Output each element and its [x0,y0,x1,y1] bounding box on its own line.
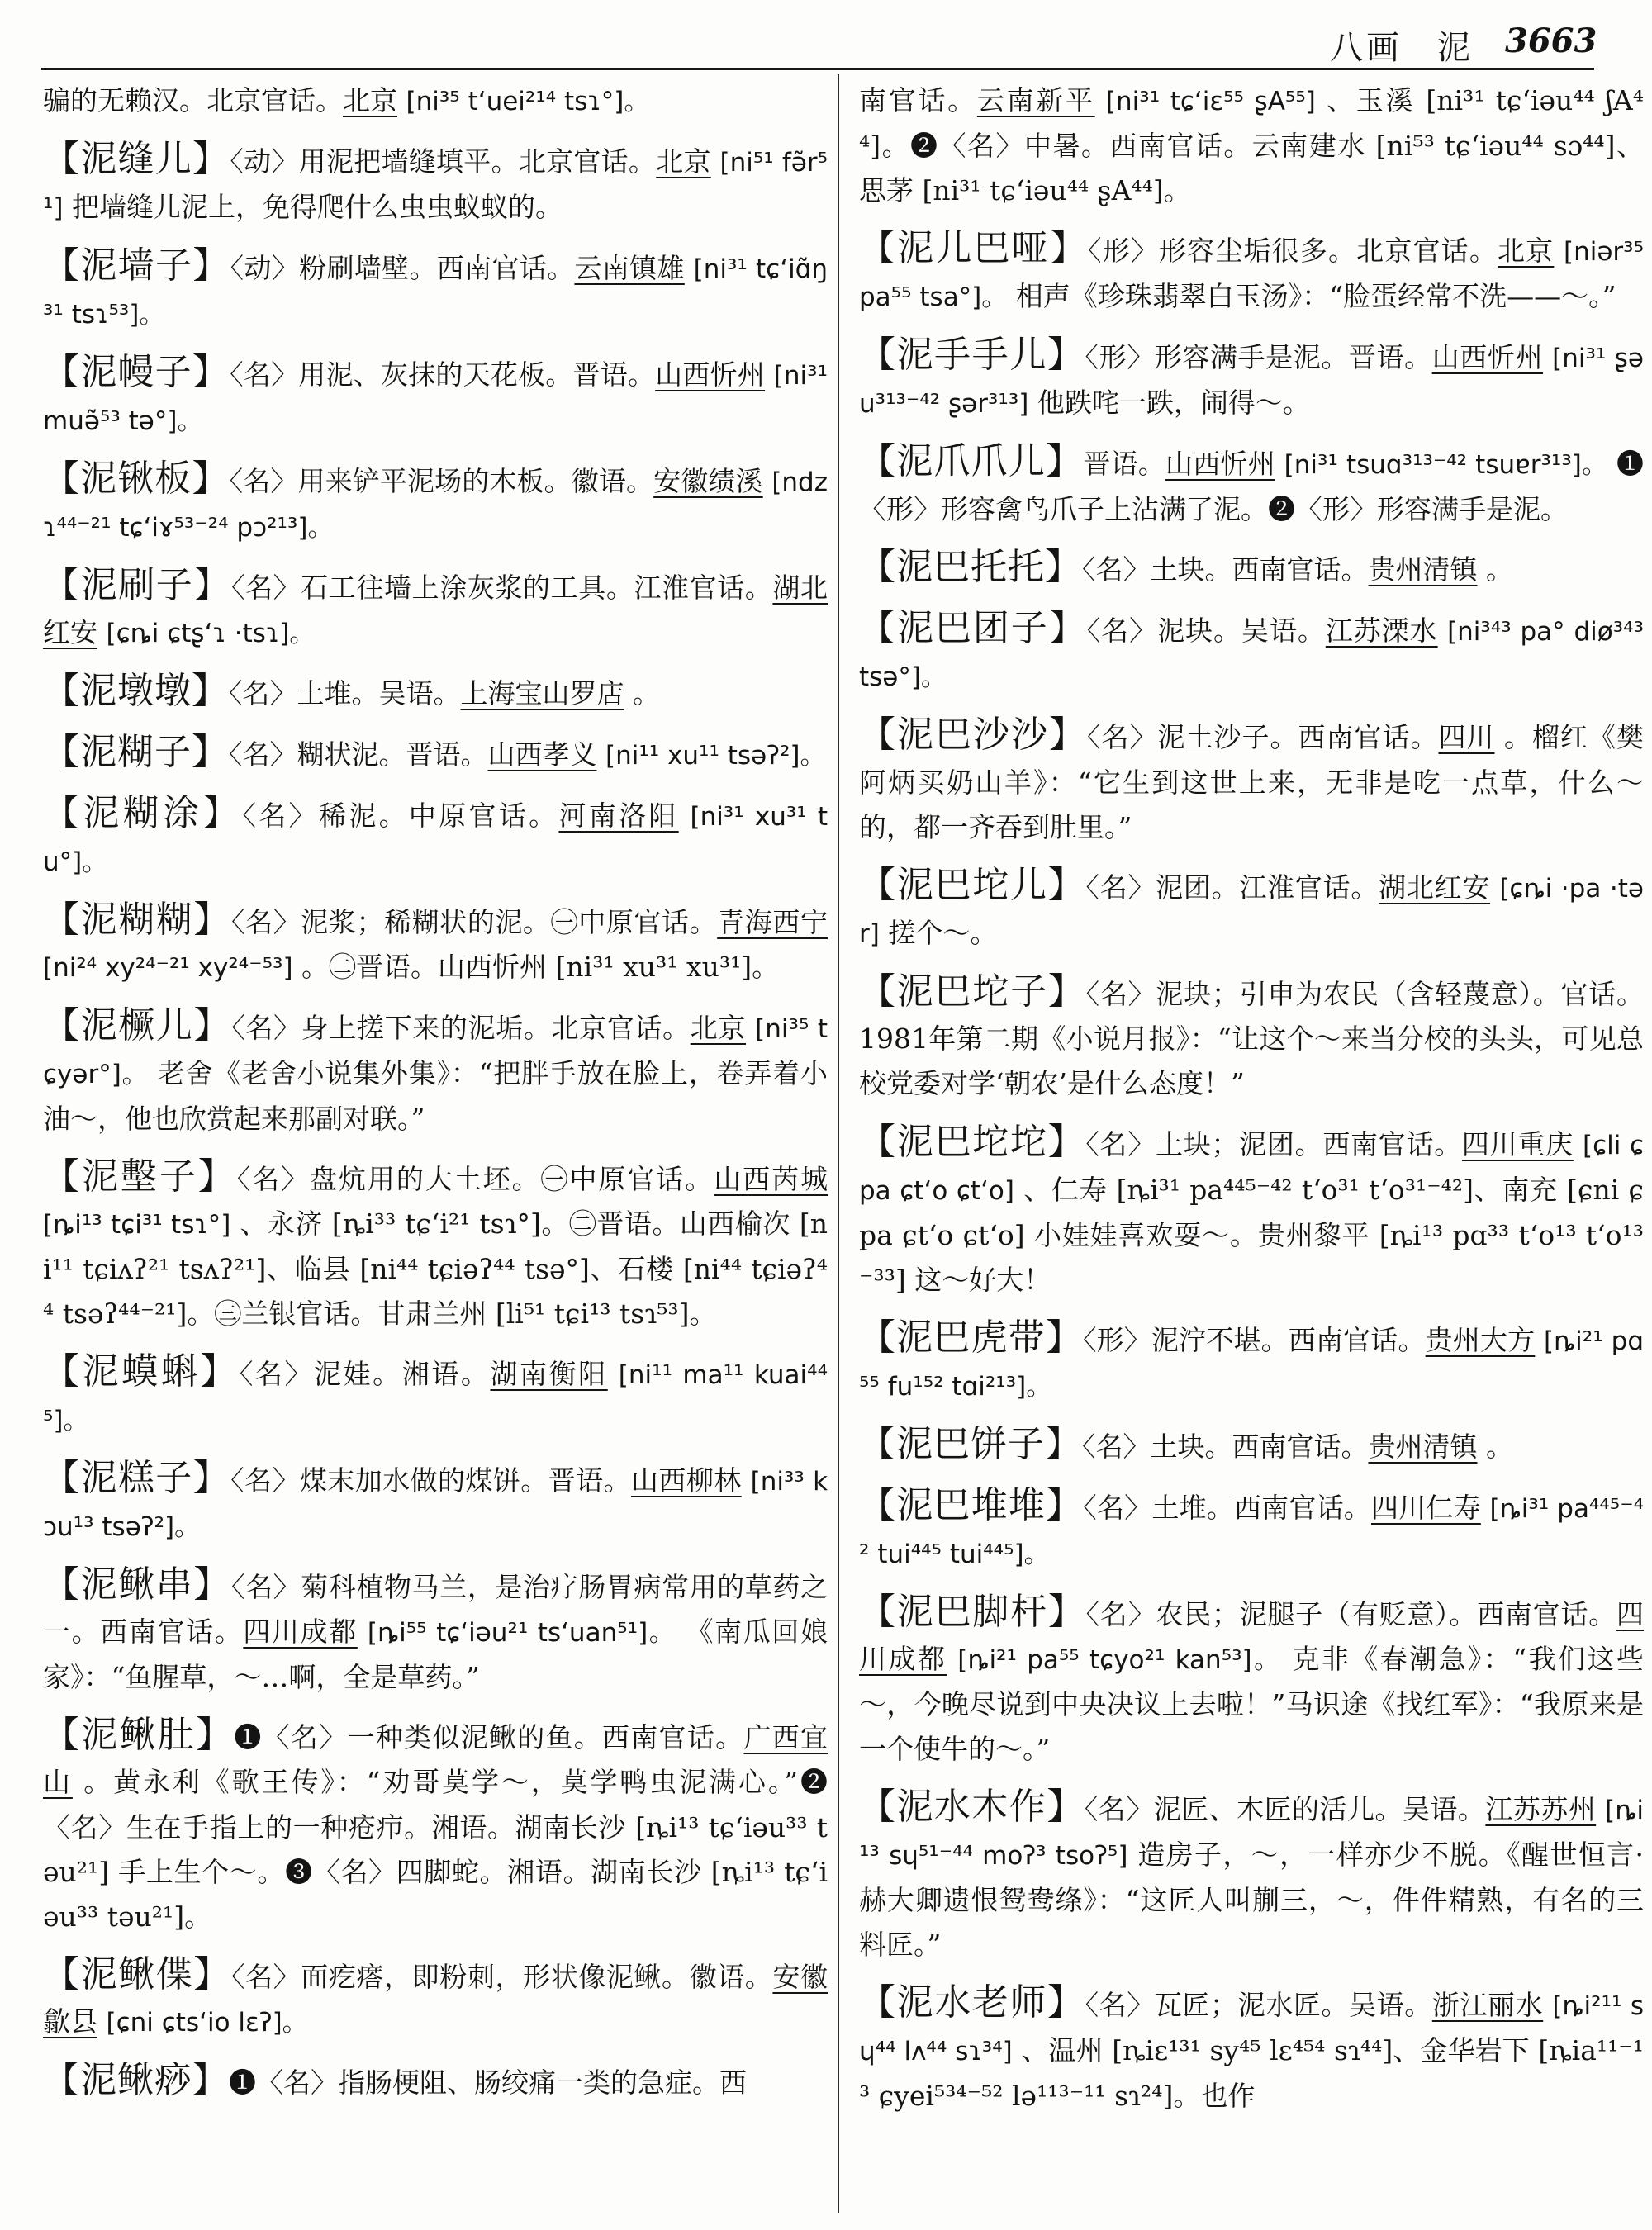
definition-text: 〈名〉面疙瘩，即粉刺，形状像泥鳅。徽语。 [230,1961,773,1993]
headword: 【泥儿巴哑】 [859,227,1088,269]
definition-text: 〈名〉土块；泥团。西南官话。 [1085,1128,1462,1160]
dictionary-entry [43,1155,828,1336]
dictionary-entry [43,898,828,990]
headword: 【泥墩墩】 [43,670,229,712]
dialect-location: 北京 [656,145,711,178]
entry-continuation: 老舍《老舍小说集外集》：“把胖手放在脸上，卷弄着小油～，他也欣赏起来那副对联。” [43,1057,828,1135]
pronunciation: [ȵi²¹ pa⁵⁵ tɕyo²¹ kan⁵³]。 [957,1645,1282,1675]
entry-continuation: 、永济 [ȵi³³ tɕʻi²¹ tsɿ°]。㊁晋语。山西榆次 [ni¹¹ tɕiʌʔ²¹ tsʌʔ²¹]、临县 [ni⁴⁴ tɕiəʔ⁴⁴ tsə°]、石楼 [ni⁴⁴ tɕiəʔ⁴⁴ tsəʔ⁴⁴⁻²¹]。㊂兰银官话。甘肃兰州 [li⁵¹ tɕi¹³ tsɿ⁵³]。 [43,1208,828,1330]
dictionary-entry [859,713,1644,850]
header-rule [41,68,1594,70]
definition-text: 〈名〉泥土沙子。西南官话。 [1087,721,1439,753]
pronunciation: [ni³¹ tɕʻiɑ̃ŋ³¹ tsɿ⁵³]。 [43,254,828,330]
definition-text: 〈动〉用泥把墙缝填平。北京官话。 [230,145,657,178]
definition-text: 晋语。 [1083,448,1166,480]
dictionary-entry [43,2058,828,2106]
definition-text: 〈名〉土块。西南官话。 [1082,553,1369,586]
section-label: 八画 [1330,29,1403,67]
definition-text: 〈形〉形容满手是泥。晋语。 [1085,341,1432,373]
dictionary-entry [859,545,1644,593]
headword: 【泥巴坨子】 [859,970,1086,1013]
dictionary-entry [859,1120,1644,1302]
entry-continuation: 。 [1486,1431,1513,1463]
headword: 【泥巴堆堆】 [859,1484,1084,1526]
dialect-location: 山西忻州 [1165,448,1275,480]
dictionary-entry [859,606,1644,700]
entry-continuation: 造房子，～，一样亦少不脱。《醒世恒言·赫大卿遗恨鸳鸯绦》：“这匠人叫蒯三，～，件件精熟，有名的三料匠。” [859,1839,1645,1961]
dialect-location: 云南镇雄 [574,252,685,284]
left-column [43,76,828,2119]
entry-continuation: 、玉溪 [ni³¹ tɕʻiəu⁴⁴ ʃA⁴⁴]。❷〈名〉中暑。西南官话。云南建水 [ni⁵³ tɕʻiəu⁴⁴ sɔ⁴⁴]、思茅 [ni³¹ tɕʻiəu⁴⁴ ʂA⁴⁴]。 [859,84,1644,206]
dialect-location: 山西忻州 [655,358,766,391]
headword: 【泥糊涂】 [43,792,243,834]
dialect-location: 四川仁寿 [1370,1492,1481,1524]
entry-continuation: 、仁寿 [ȵi³¹ pa⁴⁴⁵⁻⁴² tʻo³¹ tʻo³¹⁻⁴²]、南充 [ɕni ɕpa ɕtʻo ɕtʻo] 小娃娃喜欢耍～。贵州黎平 [ȵi¹³ pɑ³³ tʻo¹³ tʻo¹³⁻³³] 这～好大！ [859,1174,1644,1296]
pronunciation: [ȵi²¹ pɑ⁵⁵ fu¹⁵² tɑi²¹³]。 [859,1326,1644,1402]
pronunciation: [ni³⁵ tɕyər°]。 [43,1014,828,1089]
definition-text: 〈名〉土堆。西南官话。 [1083,1492,1371,1524]
dialect-location: 湖北红安 [1379,871,1491,904]
pronunciation: [ɕȵi ·pa ·tər] [859,874,1645,949]
entry-continuation: 。榴红《樊阿炳买奶山羊》：“它生到这世上来，无非是吃一点草，什么～的，都一齐吞到肚里。” [859,721,1644,843]
definition-text: 〈动〉粉刷墙壁。西南官话。 [230,252,575,284]
dictionary-entry [859,226,1644,320]
pronunciation: [ni¹¹ ma¹¹ kuai⁴⁴⁵]。 [43,1360,828,1435]
entry-continuation: 、温州 [ȵiɛ¹³¹ sy⁴⁵ lɛ⁴⁵⁴ sɿ⁴⁴]、金华岩下 [ȵia¹¹⁻¹³ ɕyei⁵³⁴⁻⁵² lə¹¹³⁻¹¹ sɿ²⁴]。也作 [859,2034,1644,2112]
pronunciation: [ni²⁴ xy²⁴⁻²¹ xy²⁴⁻⁵³] [43,953,293,983]
headword: 【泥缝儿】 [43,138,230,180]
entry-continuation: ❶〈形〉形容禽鸟爪子上沾满了泥。❷〈形〉形容满手是泥。 [859,448,1645,525]
dialect-location: 山西忻州 [1431,341,1544,373]
headword: 【泥糊子】 [43,731,229,773]
dictionary-entry [43,1004,828,1141]
dialect-location: 四川 [1438,721,1495,753]
definition-text: ❶〈名〉指肠梗阻、肠绞痛一类的急症。西 [229,2066,747,2099]
dialect-location: 上海宝山罗店 [460,677,624,709]
dialect-location: 四川成都 [859,1598,1645,1675]
dictionary-entry [43,1563,828,1700]
dictionary-entry [859,1422,1644,1470]
right-column [859,76,1644,2132]
dictionary-entry [859,333,1644,426]
entry-continuation: 克非《春潮急》：“我们这些～，今晚尽说到中央决议上去啦！”马识途《找红军》：“我原来是一个使牛的～。” [859,1643,1644,1765]
definition-text: 〈名〉用来铲平泥场的木板。徽语。 [229,465,654,497]
headword: 【泥糕子】 [43,1457,231,1499]
definition-text: 〈名〉农民；泥腿子（有贬意）。西南官话。 [1085,1598,1617,1630]
definition-text: 〈名〉泥块。吴语。 [1086,614,1326,647]
dictionary-entry [43,457,828,550]
headword: 【泥幔子】 [43,351,230,393]
dictionary-entry [859,1981,1644,2118]
dialect-location: 安徽绩溪 [653,465,763,497]
dialect-location: 湖南衡阳 [490,1358,608,1390]
dialect-location: 四川重庆 [1461,1128,1574,1160]
head-character: 泥 [1437,29,1470,67]
dictionary-entry [43,1952,828,2045]
dictionary-entry [859,1785,1644,1967]
headword: 【泥锹板】 [43,458,230,500]
pronunciation: [ni³¹ tɕʻiɛ⁵⁵ ʂA⁵⁵] [1105,87,1316,116]
pronunciation: [niər³⁵ pa⁵⁵ tsa°]。 [859,237,1645,312]
definition-text: 〈名〉煤末加水做的煤饼。晋语。 [230,1464,631,1497]
headword: 【泥巴脚杆】 [859,1591,1086,1633]
pronunciation: [ȵi³¹ pa⁴⁴⁵⁻⁴² tui⁴⁴⁵ tui⁴⁴⁵]。 [859,1494,1645,1569]
dictionary-entry [859,970,1644,1107]
dictionary-entry [43,669,828,717]
entry-continuation: 搓个～。 [888,917,998,949]
dictionary-entry [859,439,1644,532]
definition-text: 〈名〉盘炕用的大土坯。㊀中原官话。 [236,1163,714,1195]
headword: 【泥橛儿】 [43,1004,232,1046]
page-header [0,0,1652,74]
dialect-location: 云南新平 [976,84,1095,116]
headword: 【泥巴虎带】 [859,1317,1083,1359]
pronunciation: [ɕli ɕpa ɕtʻo ɕtʻo] [859,1131,1645,1206]
pronunciation: [ni³⁵ tʻuei²¹⁴ tsɿ°]。 [406,87,650,116]
pronunciation: [ni³¹ muə̃⁵³ tə°]。 [43,361,828,436]
headword: 【泥墙子】 [43,244,230,287]
dictionary-entry [43,1456,828,1549]
definition-text: 〈形〉泥泞不堪。西南官话。 [1082,1324,1426,1356]
dictionary-entry [43,76,828,124]
dictionary-entry [43,563,828,656]
pronunciation: [ȵi¹³ sɥ⁵¹⁻⁴⁴ moʔ³ tsoʔ⁵] [859,1796,1645,1871]
pronunciation: [ndzɿ⁴⁴⁻²¹ tɕʻiɤ⁵³⁻²⁴ pɔ²¹³]。 [43,467,828,543]
definition-text: 〈名〉土堆。吴语。 [229,677,461,709]
dictionary-entry [43,244,828,337]
pronunciation: [ni³¹ xu³¹ tu°]。 [43,802,828,877]
entry-continuation: 。 [1486,553,1513,586]
dialect-location: 贵州清镇 [1368,553,1478,586]
headword: 【泥鳅肚】 [43,1714,235,1756]
dialect-location: 贵州清镇 [1368,1431,1478,1463]
pronunciation: [ni⁵¹ fə̃r⁵¹] [43,148,828,223]
pronunciation: [ɕȵi ɕtʂʻɿ ·tsɿ]。 [106,619,316,648]
entry-continuation: 。 [633,677,660,709]
dialect-location: 青海西宁 [717,906,828,938]
headword: 【泥巴沙沙】 [859,714,1087,756]
headword: 【泥爪爪儿】 [859,440,1084,482]
headword: 【泥手手儿】 [859,334,1085,376]
definition-text: 南官话。 [859,84,977,116]
headword: 【泥糊糊】 [43,899,231,941]
headword: 【泥巴团子】 [859,607,1087,649]
dialect-location: 山西孝义 [487,738,597,771]
column-divider [838,74,839,2213]
dictionary-entry [859,1316,1644,1409]
dictionary-entry [859,1483,1644,1577]
dialect-location: 河南洛阳 [558,799,679,832]
pronunciation: [ȵi¹³ tɕi³¹ tsɿ°] [43,1210,231,1240]
definition-text: 骗的无赖汉。北京官话。 [43,84,343,116]
headword: 【泥刷子】 [43,564,231,606]
definition-text: 〈名〉瓦匠；泥水匠。吴语。 [1085,1989,1432,2021]
definition-text: 〈名〉泥匠、木匠的活儿。吴语。 [1084,1793,1486,1825]
definition-text: 〈名〉土块。西南官话。 [1082,1431,1369,1463]
pronunciation: [ɕni ɕtsʻio lɛʔ]。 [106,2008,308,2038]
pronunciation: [ni³¹ ʂəu³¹³⁻⁴² ʂər³¹³] [859,344,1644,419]
dialect-location: 四川成都 [243,1616,358,1648]
dictionary-entry [859,1590,1644,1772]
entry-continuation: 相声《珍珠翡翠白玉汤》：“脸蛋经常不洗——～。” [1015,280,1616,312]
entry-continuation: 。黄永利《歌王传》：“劝哥莫学～，莫学鸭虫泥满心。”❷〈名〉生在手指上的一种疮疖。湘语。湖南长沙 [ȵi¹³ tɕʻiəu³³ təu²¹] 手上生个～。❸〈名〉四脚蛇。湘语。湖南长沙 [ȵi¹³ tɕʻiəu³³ təu²¹]。 [43,1766,828,1933]
headword: 【泥水木作】 [859,1786,1085,1828]
dialect-location: 山西柳林 [630,1464,742,1497]
entry-continuation: 把墙缝儿泥上，免得爬什么虫虫蚁蚁的。 [72,191,563,223]
definition-text: 〈名〉泥块；引申为农民（含轻蔑意）。官话。1981年第二期《小说月报》：“让这个～来当分校的头头，可见总校党委对学‘朝农’是什么态度！” [859,978,1645,1099]
dialect-location: 山西芮城 [714,1163,828,1195]
page-number: 3663 [1505,21,1597,60]
entry-continuation: 他跌咤一跌，闹得～。 [1037,387,1310,419]
entry-continuation: 《南瓜回娘家》：“鱼腥草，～…啊，全是草药。” [43,1616,828,1693]
dialect-location: 广西宜山 [43,1721,828,1798]
definition-text: 〈名〉糊状泥。晋语。 [229,738,488,771]
dictionary-entry [43,1713,828,1939]
pronunciation: [ni³⁴³ pa° diø³⁴³ tsə°]。 [859,617,1645,692]
dialect-location: 北京 [690,1012,747,1044]
pronunciation: [ni³³ kɔu¹³ tsəʔ²]。 [43,1467,828,1542]
dialect-location: 北京 [1497,235,1555,267]
dialect-location: 贵州大方 [1425,1324,1536,1356]
headword: 【泥鳅串】 [43,1563,231,1606]
headword: 【泥鳅偞】 [43,1953,231,1995]
dictionary-entry [43,791,828,885]
dialect-location: 安徽歙县 [43,1961,828,2038]
headword: 【泥水老师】 [859,1981,1085,2024]
dictionary-entry [43,1350,828,1443]
dictionary-entry [859,76,1644,213]
definition-text: 〈名〉用泥、灰抹的天花板。晋语。 [230,358,656,391]
pronunciation: [ni³¹ tsuɑ³¹³⁻⁴² tsuɐr³¹³]。 [1284,450,1608,480]
dialect-location: 湖北红安 [43,572,828,648]
dictionary-entry [43,730,828,778]
definition-text: 〈名〉泥娃。湘语。 [239,1358,491,1390]
headword: 【泥巴坨儿】 [859,864,1086,906]
definition-text: 〈名〉菊科植物马兰，是治疗肠胃病常用的草药之一。西南官话。 [43,1571,828,1648]
dialect-location: 北京 [343,84,397,116]
headword: 【泥巴托托】 [859,546,1082,588]
headword: 【泥鳅痧】 [43,2059,229,2101]
definition-text: 〈名〉泥浆；稀糊状的泥。㊀中原官话。 [230,906,718,938]
dialect-location: 浙江丽水 [1431,1989,1544,2021]
entry-continuation: 。㊁晋语。山西忻州 [ni³¹ xu³¹ xu³¹]。 [301,951,780,983]
definition-text: 〈名〉泥团。江淮官话。 [1085,871,1379,904]
headword: 【泥巴坨坨】 [859,1121,1086,1163]
definition-text: 〈形〉形容尘垢很多。北京官话。 [1088,235,1498,267]
dialect-location: 江苏苏州 [1485,1793,1597,1825]
pronunciation: [ȵi²¹¹ sɥ⁴⁴ lʌ⁴⁴ sɿ³⁴] [859,1991,1645,2066]
definition-text: 〈名〉石工往墙上涂灰浆的工具。江淮官话。 [230,572,773,604]
headword: 【泥巴饼子】 [859,1423,1082,1465]
dictionary-entry [859,863,1644,956]
pronunciation: [ȵi⁵⁵ tɕʻiəu²¹ tsʻuan⁵¹]。 [367,1618,676,1648]
definition-text: ❶〈名〉一种类似泥鳅的鱼。西南官话。 [234,1721,744,1753]
headword: 【泥蟆蝌】 [43,1350,240,1393]
dictionary-entry [43,350,828,444]
dialect-location: 江苏溧水 [1325,614,1438,647]
headword: 【泥墼子】 [43,1155,237,1198]
pronunciation: [ni¹¹ xu¹¹ tsəʔ²]。 [605,741,826,771]
definition-text: 〈名〉身上搓下来的泥垢。北京官话。 [231,1012,691,1044]
dictionary-entry [43,137,828,230]
definition-text: 〈名〉稀泥。中原官话。 [242,799,559,832]
